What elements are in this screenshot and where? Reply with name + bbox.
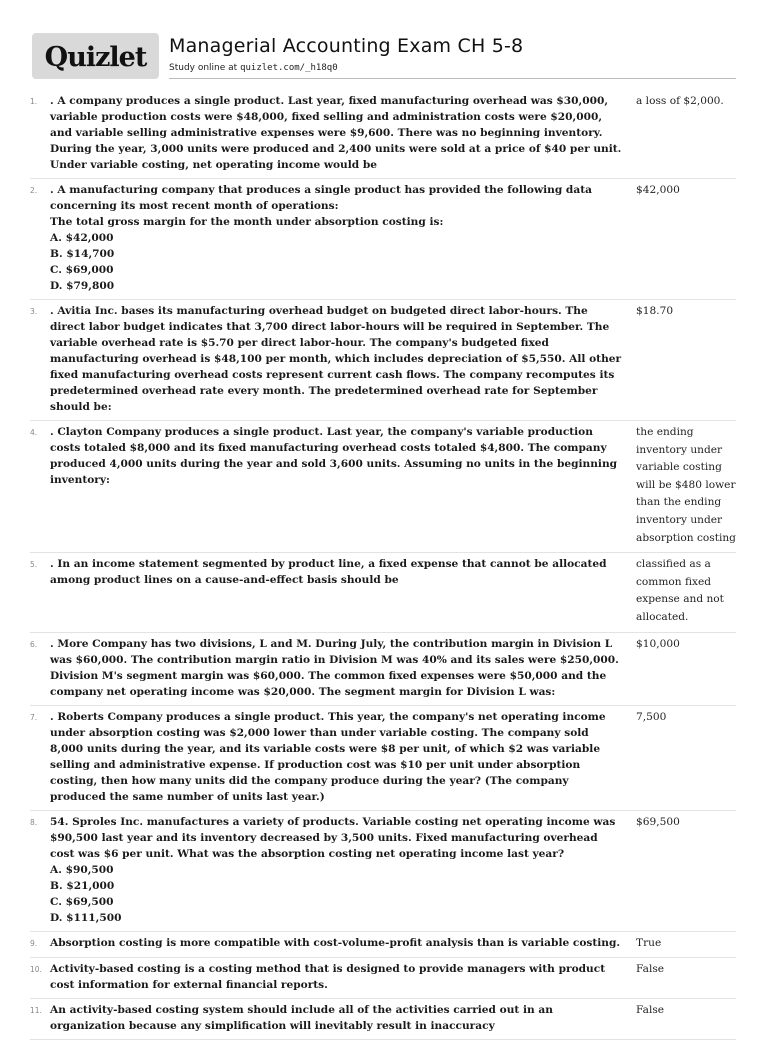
study-online-text [169, 63, 338, 73]
choice-b: B. $21,000 [50, 879, 115, 892]
card-number: 8. [30, 817, 38, 827]
card-number: 5. [30, 560, 38, 570]
card-number: 7. [30, 712, 38, 722]
card-item [30, 811, 736, 932]
card-question: Activity-based costing is a costing method that is designed to provide managers with product cost information for external financial reports. [50, 963, 606, 992]
card-number: 2. [30, 186, 38, 195]
card-number: 1. [30, 97, 38, 106]
card-item [30, 421, 736, 553]
card-item [30, 958, 736, 999]
choice-d: D. $111,500 [50, 911, 122, 924]
choice-c: C. $69,500 [50, 895, 114, 908]
choice-a: A. $90,500 [50, 863, 114, 876]
card-answer: $18.70 [636, 305, 674, 317]
quizlet-logo[interactable]: Quizlet [32, 33, 159, 79]
card-number: 3. [30, 307, 38, 316]
card-question: Absorption costing is more compatible with cost-volume-profit analysis than is variable costing. [50, 936, 621, 949]
question-line: The total gross margin for the month under absorption costing is: [50, 216, 444, 228]
card-number: 4. [30, 428, 38, 437]
card-answer: a loss of $2,000. [636, 95, 724, 107]
card-number: 6. [30, 639, 38, 649]
card-question: . More Company has two divisions, L and M. During July, the contribution margin in Division L was $60,000. The contribution margin ratio in Division M was 40% and its sales were $250,000. Division M's segment margin was $60,000. The common fixed expenses were $50,000 and the company net operating income was $20,000. The segment margin for Division L was: [50, 637, 619, 698]
card-answer: True [636, 936, 662, 949]
card-question: . Roberts Company produces a single product. This year, the company's net operating income under absorption costing was $2,000 lower than under variable costing. The company sold 8,000 units during the year, and its variable costs were $8 per unit, of which $2 was variable selling and administrative expense. If production cost was $10 per unit under absorption costing, then how many units did the company produce during the year? (The company produced the same number of units last year.) [50, 710, 606, 803]
card-answer: $42,000 [636, 184, 680, 196]
card-item [30, 179, 736, 300]
question-text: 54. Sproles Inc. manufactures a variety of products. Variable costing net operating income was $90,500 last year and its inventory decreased by 3,500 units. Fixed manufacturing overhead cost was $6 per unit. What was the absorption costing net operating income last year? [50, 815, 616, 860]
card-item [30, 633, 736, 706]
card-item [30, 300, 736, 421]
header-divider [169, 78, 736, 79]
choice-d: D. $79,800 [50, 280, 115, 292]
card-item [30, 553, 736, 632]
choice-a: A. $42,000 [50, 232, 114, 244]
study-prefix: Study online at [169, 63, 241, 73]
card-answer: classified as a common fixed expense and not allocated. [636, 558, 724, 623]
question-text: . A manufacturing company that produces a single product has provided the following data concerning its most recent month of operations: [50, 184, 592, 212]
card-answer: False [636, 963, 665, 976]
card-question: . A company produces a single product. Last year, fixed manufacturing overhead was $30,000, variable production costs were $48,000, fixed selling and administration costs were $20,000, and variable selling administrative expenses were $9,600. There was no beginning inventory. During the year, 3,000 units were produced and 2,400 units were sold at a price of $40 per unit. Under variable costing, net operating income would be [50, 95, 622, 171]
choice-c: C. $69,000 [50, 264, 114, 276]
card-question: An activity-based costing system should include all of the activities carried out in an organization because any simplification will inevitably result in inaccuracy [50, 1004, 553, 1033]
card-question: . In an income statement segmented by product line, a fixed expense that cannot be allocated among product lines on a cause-and-effect basis should be [50, 558, 607, 587]
card-answer: the ending inventory under variable costing will be $480 lower than the ending inventory under absorption costing [636, 426, 736, 544]
card-question: . Clayton Company produces a single product. Last year, the company's variable production costs totaled $8,000 and its fixed manufacturing overhead costs totaled $4,800. The company produced 4,000 units during the year and sold 3,600 units. Assuming no units in the beginning inventory: [50, 426, 618, 486]
card-item [30, 932, 736, 959]
card-question [50, 182, 636, 294]
card-number: 11. [30, 1006, 42, 1016]
card-item [30, 999, 736, 1040]
study-url-link[interactable]: quizlet.com/_h18q0 [240, 63, 338, 73]
card-item [30, 90, 736, 179]
card-number: 9. [30, 938, 38, 948]
card-question [50, 814, 636, 926]
card-answer: $69,500 [636, 815, 680, 828]
card-question: . Avitia Inc. bases its manufacturing overhead budget on budgeted direct labor-hours. The direct labor budget indicates that 3,700 direct labor-hours will be required in September. The variable overhead rate is $5.70 per direct labor-hour. The company's budgeted fixed manufacturing overhead is $48,100 per month, which includes depreciation of $5,550. All other fixed manufacturing overhead costs represent current cash flows. The company recomputes its predetermined overhead rate every month. The predetermined overhead rate for September should be: [50, 305, 622, 413]
flashcard-list [30, 90, 736, 1040]
card-item [30, 706, 736, 811]
choice-b: B. $14,700 [50, 248, 115, 260]
card-answer: $10,000 [636, 637, 680, 650]
card-number: 10. [30, 965, 42, 975]
card-answer: 7,500 [636, 710, 667, 723]
page-header [32, 33, 736, 79]
card-answer: False [636, 1004, 665, 1017]
page-title: Managerial Accounting Exam CH 5-8 [169, 35, 524, 57]
